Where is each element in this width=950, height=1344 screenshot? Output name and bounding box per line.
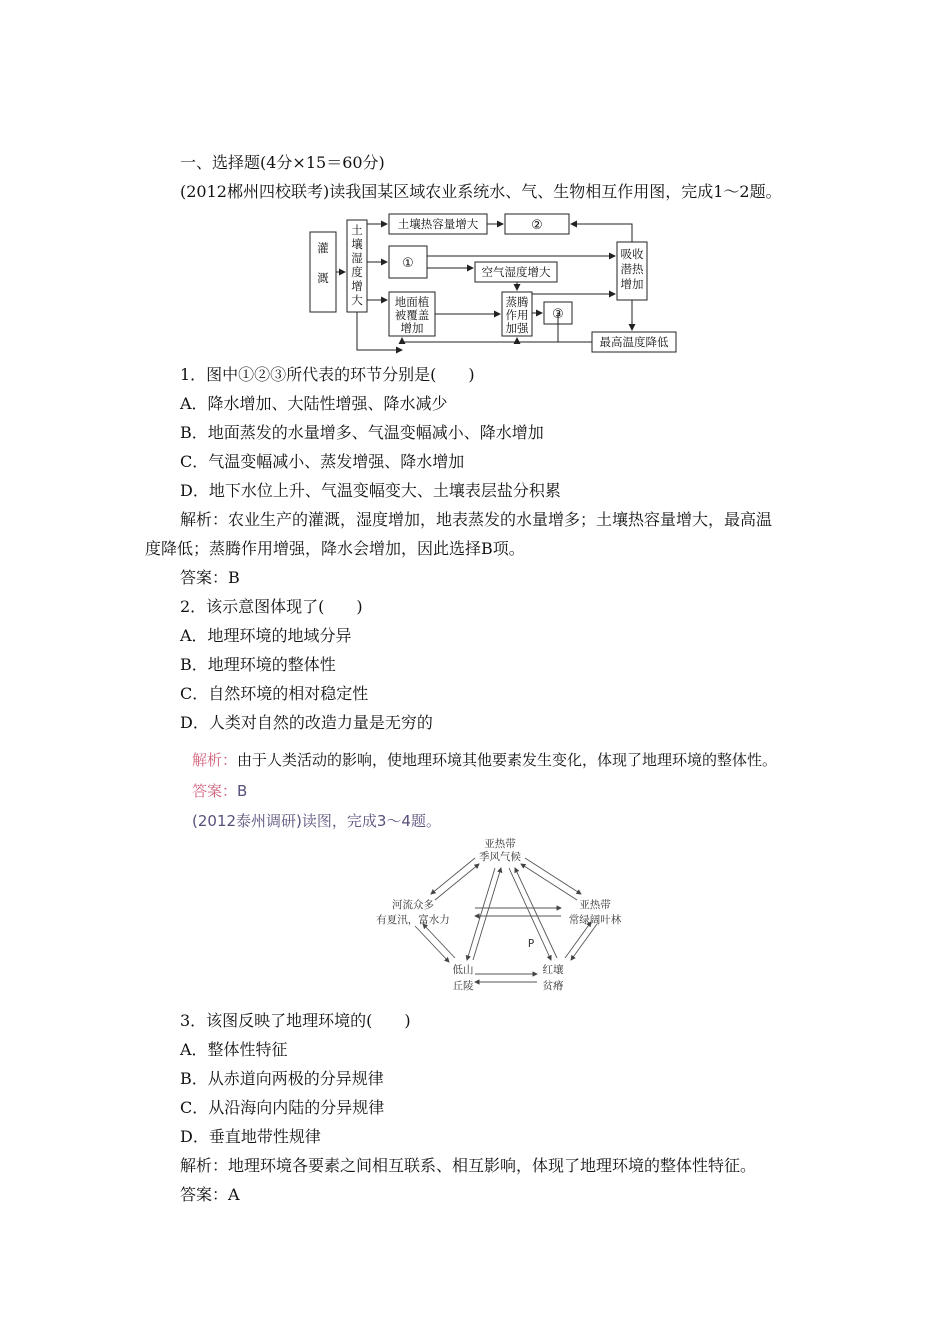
- q2-answer: [192, 780, 247, 802]
- svg-text:作用: 作用: [505, 308, 529, 322]
- svg-text:被覆盖: 被覆盖: [394, 308, 430, 322]
- svg-text:度: 度: [351, 265, 363, 279]
- irrigation-c1: 灌: [317, 241, 329, 255]
- svg-text:吸收: 吸收: [620, 247, 644, 261]
- q2-option-c: C．自然环境的相对稳定性: [180, 684, 369, 703]
- q3-option-c: C．从沿海向内陆的分异规律: [180, 1098, 385, 1117]
- q3-option-b: B．从赤道向两极的分异规律: [180, 1069, 384, 1088]
- svg-text:土: 土: [351, 223, 363, 237]
- svg-text:地面植: 地面植: [394, 295, 430, 309]
- q2-option-a: A．地理环境的地域分异: [180, 626, 352, 645]
- svg-text:加强: 加强: [505, 321, 529, 335]
- svg-text:增加: 增加: [400, 321, 424, 335]
- q1-option-d: D．地下水位上升、气温变幅变大、土壤表层盐分积累: [180, 481, 561, 500]
- svg-text:红壤: 红壤: [542, 964, 564, 976]
- q1-option-a: A．降水增加、大陆性增强、降水减少: [180, 394, 448, 413]
- circle-1: ①: [402, 256, 414, 271]
- q2-option-b: B．地理环境的整体性: [180, 655, 336, 674]
- svg-text:亚热带: 亚热带: [484, 838, 516, 850]
- q2-answer-value: B: [237, 782, 248, 800]
- svg-text:常绿阔叶林: 常绿阔叶林: [568, 914, 622, 926]
- q1-answer: 答案：B: [180, 568, 240, 587]
- circle-2: ②: [531, 218, 543, 233]
- environment-cycle-diagram: [375, 836, 645, 1006]
- q3-analysis: 解析：地理环境各要素之间相互联系、相互影响，体现了地理环境的整体性特征。: [180, 1156, 757, 1175]
- q1-stem: 1．图中①②③所代表的环节分别是( ): [180, 365, 475, 384]
- circle-3: ③: [552, 307, 564, 322]
- svg-text:壤: 壤: [351, 237, 363, 251]
- q1-analysis-line1: 解析：农业生产的灌溉，湿度增加，地表蒸发的水量增多；土壤热容量增大，最高温: [180, 510, 773, 529]
- section-heading: 一、选择题(4分×15＝60分): [180, 153, 385, 172]
- svg-text:贫瘠: 贫瘠: [542, 980, 564, 992]
- svg-text:大: 大: [351, 293, 363, 307]
- q2-option-d: D．人类对自然的改造力量是无穷的: [180, 713, 433, 732]
- p-label: P: [527, 938, 535, 950]
- svg-text:潜热: 潜热: [620, 262, 644, 276]
- q2-analysis: [192, 749, 777, 771]
- q3-stem: 3．该图反映了地理环境的( ): [180, 1011, 411, 1030]
- intro-q3-4: (2012泰州调研)读图，完成3～4题。: [192, 812, 441, 830]
- svg-text:有夏汛，富水力: 有夏汛，富水力: [376, 914, 450, 926]
- svg-text:亚热带: 亚热带: [579, 899, 611, 911]
- q3-option-d: D．垂直地带性规律: [180, 1127, 321, 1146]
- svg-text:季风气候: 季风气候: [479, 851, 521, 863]
- svg-text:低山: 低山: [452, 964, 474, 976]
- svg-text:河流众多: 河流众多: [392, 899, 434, 911]
- irrigation-c2: 溉: [317, 271, 329, 285]
- air-humidity-label: 空气湿度增大: [481, 265, 551, 279]
- q1-option-b: B．地面蒸发的水量增多、气温变幅减小、降水增加: [180, 423, 544, 442]
- svg-text:蒸腾: 蒸腾: [505, 295, 529, 309]
- agri-system-diagram: [305, 210, 705, 360]
- q3-option-a: A．整体性特征: [180, 1040, 288, 1059]
- q1-option-c: C．气温变幅减小、蒸发增强、降水增加: [180, 452, 465, 471]
- svg-text:丘陵: 丘陵: [452, 980, 474, 992]
- soil-heat-label: 土壤热容量增大: [397, 217, 479, 231]
- q2-stem: 2．该示意图体现了( ): [180, 597, 363, 616]
- svg-text:增加: 增加: [620, 277, 644, 291]
- q3-answer: 答案：A: [180, 1185, 240, 1204]
- max-temp-label: 最高温度降低: [599, 335, 669, 349]
- q2-analysis-text: 由于人类活动的影响，使地理环境其他要素发生变化，体现了地理环境的整体性。: [237, 751, 778, 769]
- q1-analysis-line2: 度降低；蒸腾作用增强，降水会增加，因此选择B项。: [145, 539, 525, 558]
- q2-answer-label: 答案：: [192, 782, 238, 800]
- q2-analysis-label: 解析：: [192, 751, 238, 769]
- svg-text:湿: 湿: [351, 251, 363, 265]
- intro-q1-2: (2012郴州四校联考)读我国某区域农业系统水、气、生物相互作用图，完成1～2题。: [180, 182, 782, 201]
- svg-text:增: 增: [351, 279, 363, 293]
